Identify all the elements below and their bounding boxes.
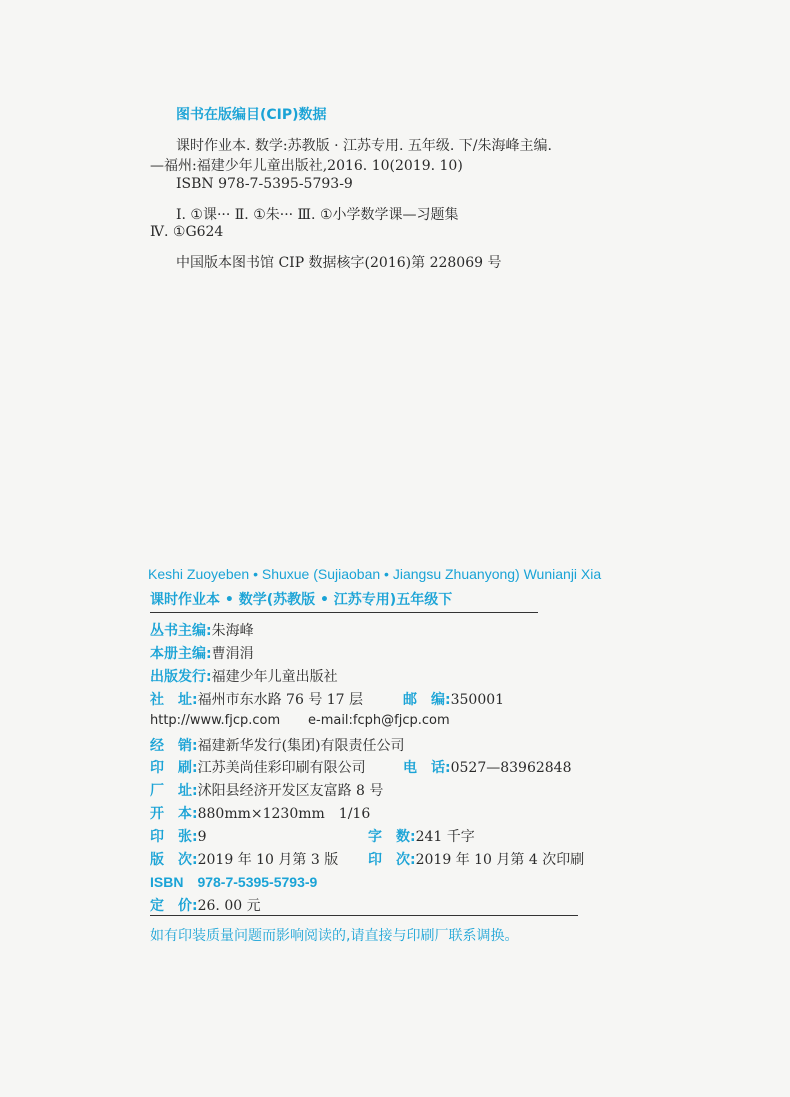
factory-address: 沭阳县经济开发区友富路 8 号 (197, 783, 384, 799)
cip-classification-2: Ⅳ. ①G624 (150, 224, 224, 240)
printing-row (368, 849, 584, 869)
edition: 2019 年 10 月第 3 版 (197, 852, 339, 868)
cip-line-2: —福州:福建少年儿童出版社,2016. 10(2019. 10) (150, 158, 463, 174)
isbn-row (150, 872, 317, 892)
website-link[interactable]: http://www.fjcp.com (150, 713, 281, 728)
publisher-row (150, 666, 338, 686)
email-link[interactable]: e-mail:fcph@fjcp.com (308, 713, 450, 728)
words: 241 千字 (415, 829, 475, 845)
distributor: 福建新华发行(集团)有限责任公司 (197, 738, 405, 754)
postcode: 350001 (450, 692, 505, 708)
title-divider (150, 612, 538, 613)
format-label: 开 本: (150, 806, 198, 822)
publisher-label: 出版发行: (150, 669, 212, 685)
words-row (368, 826, 475, 846)
sheets-label: 印 张: (150, 829, 198, 845)
phone: 0527—83962848 (450, 760, 572, 776)
factory-label: 厂 址: (150, 783, 198, 799)
web-row (150, 712, 280, 728)
colophon-divider (150, 915, 578, 916)
distributor-row (150, 735, 405, 755)
postcode-label: 邮 编: (403, 692, 451, 708)
printing: 2019 年 10 月第 4 次印刷 (415, 852, 585, 868)
cip-heading: 图书在版编目(CIP)数据 (176, 107, 327, 123)
phone-row (403, 757, 572, 777)
sheets-row (150, 826, 207, 846)
price-label: 定 价: (150, 898, 198, 914)
edition-row (150, 849, 338, 869)
address-row (150, 689, 363, 709)
price-row (150, 895, 261, 915)
printer-row (150, 757, 366, 777)
series-editor-label: 丛书主编: (150, 623, 212, 639)
volume-editor: 曹涓涓 (211, 646, 254, 662)
price: 26. 00 元 (197, 898, 261, 914)
series-editor: 朱海峰 (211, 623, 254, 639)
cip-record-number: 中国版本图书馆 CIP 数据核字(2016)第 228069 号 (176, 255, 502, 271)
words-label: 字 数: (368, 829, 416, 845)
book-title: 课时作业本 • 数学(苏教版 • 江苏专用)五年级下 (150, 592, 453, 608)
distributor-label: 经 销: (150, 738, 198, 754)
quality-notice: 如有印装质量问题而影响阅读的,请直接与印刷厂联系调换。 (150, 928, 519, 944)
address-label: 社 址: (150, 692, 198, 708)
address: 福州市东水路 76 号 17 层 (197, 692, 364, 708)
sheets: 9 (197, 829, 207, 845)
email-row (308, 712, 450, 728)
volume-editor-label: 本册主编: (150, 646, 212, 662)
book-title-pinyin: Keshi Zuoyeben • Shuxue (Sujiaoban • Jiangsu Zhuanyong) Wunianji Xia (148, 566, 602, 582)
isbn: ISBN 978-7-5395-5793-9 (150, 874, 318, 890)
factory-row (150, 780, 383, 800)
series-editor-row (150, 620, 254, 640)
publisher: 福建少年儿童出版社 (211, 669, 338, 685)
format: 880mm×1230mm 1/16 (197, 806, 371, 822)
printer: 江苏美尚佳彩印刷有限公司 (197, 760, 366, 776)
printer-label: 印 刷: (150, 760, 198, 776)
printing-label: 印 次: (368, 852, 416, 868)
format-row (150, 803, 370, 823)
cip-classification: Ⅰ. ①课··· Ⅱ. ①朱··· Ⅲ. ①小学数学课—习题集 (176, 207, 459, 223)
volume-editor-row (150, 643, 254, 663)
cip-line-1: 课时作业本. 数学:苏教版 · 江苏专用. 五年级. 下/朱海峰主编. (176, 138, 552, 154)
postcode-row (403, 689, 504, 709)
edition-label: 版 次: (150, 852, 198, 868)
phone-label: 电 话: (403, 760, 451, 776)
cip-isbn: ISBN 978-7-5395-5793-9 (176, 176, 353, 192)
